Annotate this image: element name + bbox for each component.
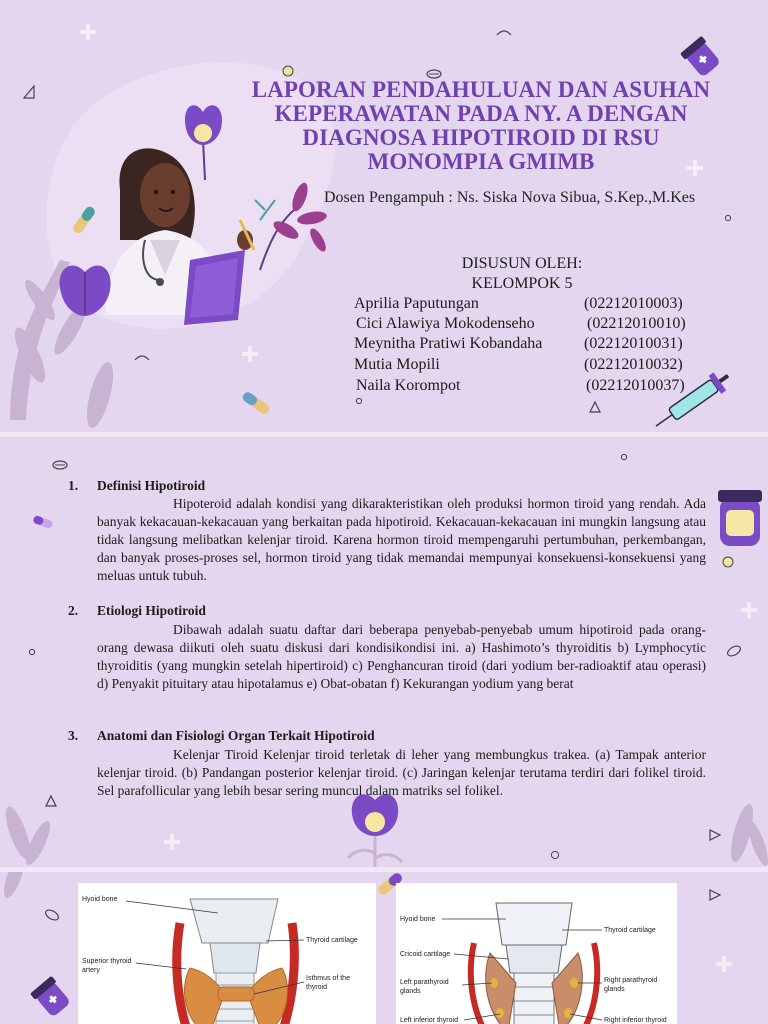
figure-label: glands bbox=[604, 986, 625, 993]
cross-sparkle-icon bbox=[80, 24, 96, 40]
group-label: KELOMPOK 5 bbox=[471, 275, 573, 292]
member-name: Aprilia Paputungan bbox=[354, 295, 479, 312]
section-number: 1. bbox=[68, 478, 79, 493]
author-heading bbox=[400, 254, 644, 294]
pill-icon bbox=[32, 514, 54, 530]
section-heading bbox=[68, 603, 206, 619]
figure-label: thyroid bbox=[306, 984, 328, 991]
member-nim: (02212010031) bbox=[584, 335, 683, 352]
pill-icon bbox=[240, 388, 272, 418]
figure-label: Right parathyroid bbox=[604, 977, 658, 984]
section-title: Definisi Hipotiroid bbox=[97, 478, 206, 493]
purple-tulip-icon bbox=[340, 788, 410, 868]
figure-label: Left inferior thyroid bbox=[400, 1017, 458, 1024]
figure-label: Hyoid bone bbox=[82, 896, 118, 903]
sun-icon bbox=[722, 556, 734, 568]
member-name: Cici Alawiya Mokodenseho bbox=[356, 315, 535, 332]
dot-icon bbox=[355, 397, 363, 405]
small-pill-icon bbox=[44, 910, 60, 920]
triangle-sparkle-icon bbox=[22, 84, 36, 100]
member-name: Naila Korompot bbox=[356, 377, 461, 394]
cross-sparkle-icon bbox=[716, 956, 732, 972]
member-row bbox=[354, 335, 714, 355]
figure-label: glands bbox=[400, 988, 421, 995]
cross-sparkle-icon bbox=[741, 602, 757, 618]
cover-page bbox=[0, 0, 768, 432]
member-nim: (02212010003) bbox=[584, 295, 683, 312]
small-pill-icon bbox=[726, 646, 742, 656]
figure-label: Thyroid cartilage bbox=[604, 927, 656, 934]
triangle-sparkle-icon bbox=[708, 888, 722, 902]
section-heading bbox=[68, 728, 375, 744]
medicine-bottle-icon bbox=[680, 36, 722, 78]
section-number: 2. bbox=[68, 603, 79, 618]
triangle-sparkle-icon bbox=[588, 400, 602, 414]
sun-icon bbox=[282, 65, 294, 77]
member-nim: (02212010037) bbox=[586, 377, 685, 394]
figure-label: Left parathyroid bbox=[400, 979, 449, 986]
squiggle-icon bbox=[134, 354, 150, 362]
member-nim: (02212010010) bbox=[587, 315, 686, 332]
member-row bbox=[356, 377, 716, 397]
cross-sparkle-icon bbox=[164, 834, 180, 850]
section-body: Kelenjar Tiroid Kelenjar tiroid terletak di leher yang membungkus trakea. (a) Tampak anterior kelenjar tiroid. (b) Pandangan posterior kelenjar tiroid. (c) Jaringan kelenjar terutama terdiri dari folikel tiroid. Sel parafollicular yang lebih besar sering muncul dalam matriks sel folikel. bbox=[97, 747, 706, 798]
figure-label: artery bbox=[82, 967, 100, 974]
leaf-plant-decoration bbox=[0, 788, 60, 868]
dot-icon bbox=[620, 453, 628, 461]
purple-tulip-icon bbox=[52, 258, 122, 328]
member-row bbox=[354, 356, 714, 376]
dot-icon bbox=[724, 214, 732, 222]
section-heading bbox=[68, 478, 205, 494]
leaf-plant-decoration bbox=[0, 872, 40, 902]
figure-page bbox=[0, 872, 768, 1024]
figure-label: Hyoid bone bbox=[400, 916, 436, 923]
member-name: Meynitha Pratiwi Kobandaha bbox=[354, 335, 543, 352]
small-pill-icon bbox=[52, 460, 68, 470]
page-divider bbox=[0, 432, 768, 437]
section-title: Anatomi dan Fisiologi Organ Terkait Hipotiroid bbox=[97, 728, 375, 743]
section-title: Etiologi Hipotiroid bbox=[97, 603, 206, 618]
member-name: Mutia Mopili bbox=[354, 356, 440, 373]
figure-label: Thyroid cartilage bbox=[306, 937, 358, 944]
dot-icon bbox=[550, 850, 560, 860]
lecturer-line: Dosen Pengampuh : Ns. Siska Nova Sibua, S.Kep.,M.Kes bbox=[324, 189, 696, 206]
member-row bbox=[354, 295, 714, 315]
thyroid-anterior-figure bbox=[78, 883, 376, 1024]
dot-icon bbox=[28, 648, 36, 656]
figure-label: Cricoid cartilage bbox=[400, 951, 451, 958]
leaf-plant-decoration bbox=[712, 788, 768, 868]
figure-label: Isthmus of the bbox=[306, 975, 350, 982]
pill-icon bbox=[70, 205, 98, 237]
section-body: Hipoteroid adalah kondisi yang dikarakteristikan oleh produksi hormon tiroid yang rendah. Ada banyak kekacauan-kekacauan yang berkaitan pada hipotiroid. Kekacauan-kekacauan ini mungkin langsung atau tidak langsung melibatkan kelenjar tiroid. Karena hormon tiroid mempengaruhi pertumbuhan, perkembangan, dan banyak proses-proses sel, hormon tiroid yang tidak memandai mempunyai konsekuensi-konsekuensi yang meluas untuk tubuh. bbox=[97, 496, 706, 583]
section-body: Dibawah adalah suatu daftar dari beberapa penyebab-penyebab umum hipotiroid pada orang-orang dewasa diikuti oleh suatu diskusi dari kondisikondisi ini. a) Hashimoto’s thyroiditis b) Lymphocytic thyroiditis (yang mungkin setelah hipertiroid) c) Penghancuran tiroid (dari yodium ber-radioaktif atau operasi) d) Penyakit pituitary atau hipotalamus e) Obat-obatan f) Kekurangan yodium yang berat bbox=[97, 622, 706, 691]
document-title: LAPORAN PENDAHULUAN DAN ASUHAN KEPERAWATAN PADA NY. A DENGAN DIAGNOSA HIPOTIROID DI RSU MONOMPIA GMIMB bbox=[251, 77, 711, 174]
figure-label: Superior thyroid bbox=[82, 958, 132, 965]
figure-label: Right inferior thyroid bbox=[604, 1017, 667, 1024]
cross-sparkle-icon bbox=[242, 346, 258, 362]
member-row bbox=[356, 315, 716, 335]
disusun-label: DISUSUN OLEH: bbox=[461, 255, 583, 272]
member-nim: (02212010032) bbox=[584, 356, 683, 373]
content-page bbox=[0, 438, 768, 868]
medicine-bottle-icon bbox=[30, 976, 72, 1018]
section-number: 3. bbox=[68, 728, 79, 743]
squiggle-icon bbox=[496, 29, 512, 37]
thyroid-posterior-figure bbox=[396, 883, 677, 1024]
medicine-jar-icon bbox=[712, 486, 768, 550]
